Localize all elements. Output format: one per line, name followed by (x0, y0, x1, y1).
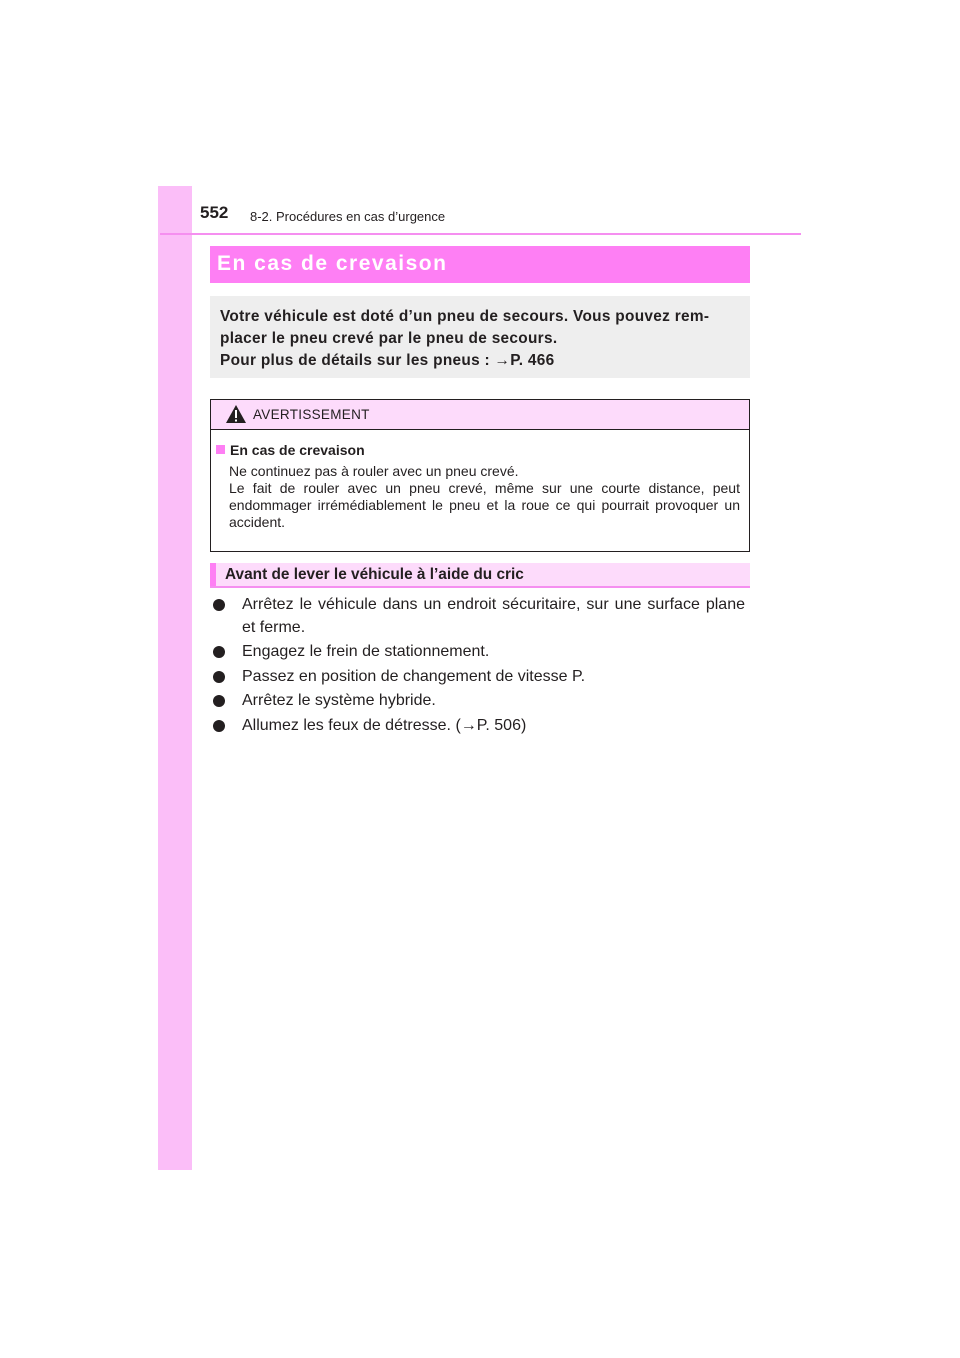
bullet-dot-icon (213, 695, 225, 707)
intro-box (210, 296, 750, 378)
list-item-text: Passez en position de changement de vitesse P. (242, 667, 586, 685)
list-item (213, 641, 745, 664)
bullet-list (213, 594, 745, 739)
list-item-text: Arrêtez le véhicule dans un endroit sécuritaire, sur une surface plane et ferme. (242, 596, 745, 636)
list-item-text: Engagez le frein de stationnement. (242, 643, 490, 660)
intro-line-2: placer le pneu crevé par le pneu de secours. (220, 330, 558, 347)
list-item (213, 690, 745, 713)
section-title-band (210, 246, 750, 283)
warning-box (210, 399, 750, 552)
intro-line-1: Votre véhicule est doté d’un pneu de secours. Vous pouvez rem- (220, 308, 710, 325)
list-item-text: Allumez les feux de détresse. (→P. 506) (242, 716, 527, 734)
section-reference: 8-2. Procédures en cas d’urgence (250, 209, 446, 224)
page-title: En cas de crevaison (217, 252, 448, 275)
chapter-tab-strip (158, 186, 192, 1170)
bullet-dot-icon (213, 599, 225, 611)
warning-line-2: Le fait de rouler avec un pneu crevé, même sur une courte distance, peut endommager irrémédiablement le pneu et la roue ce qui pourrait provoquer un accident. (229, 480, 740, 530)
list-item-text: Arrêtez le système hybride. (242, 692, 436, 709)
bullet-dot-icon (213, 671, 225, 683)
warning-subtitle (216, 442, 365, 459)
header-rule (160, 233, 801, 235)
subheading-band (210, 563, 750, 588)
page-number: 552 (200, 203, 229, 222)
bullet-dot-icon (213, 646, 225, 658)
warning-text (229, 463, 740, 531)
bullet-dot-icon (213, 720, 225, 732)
intro-line-3: Pour plus de détails sur les pneus : →P. 466 (220, 352, 555, 369)
warning-label: AVERTISSEMENT (253, 407, 370, 422)
list-item (213, 594, 745, 639)
subheading-tab (210, 563, 216, 586)
warning-header (211, 400, 749, 430)
subheading: Avant de lever le véhicule à l’aide du cric (225, 566, 524, 583)
square-bullet-icon (216, 445, 225, 454)
warning-triangle-icon (225, 404, 247, 424)
warning-subtitle-text: En cas de crevaison (230, 442, 365, 458)
list-item (213, 715, 745, 738)
warning-line-1: Ne continuez pas à rouler avec un pneu crevé. (229, 463, 519, 479)
list-item (213, 666, 745, 689)
